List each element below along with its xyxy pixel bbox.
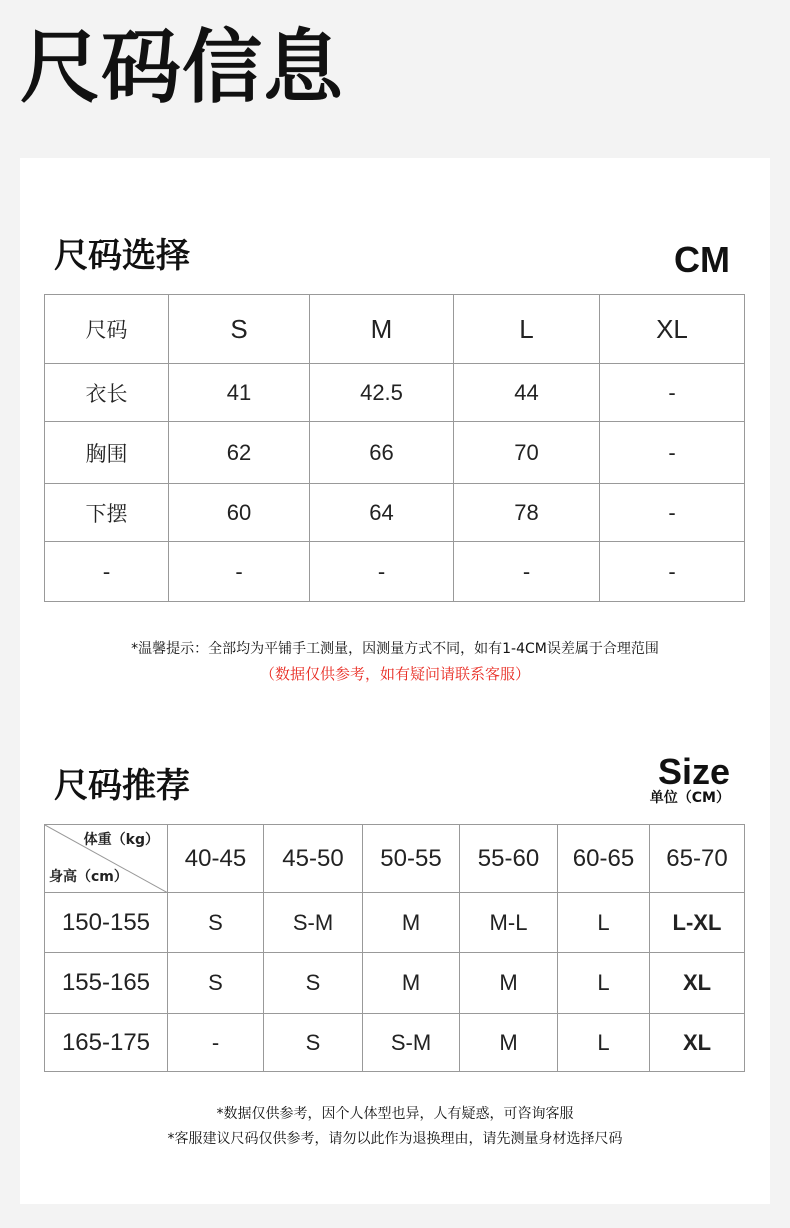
table-cell: -	[310, 542, 454, 602]
height-cell: 150-155	[45, 893, 168, 953]
recommend-table	[44, 824, 745, 1072]
recommend-unit: Size	[657, 751, 730, 792]
recommend-title: 尺码推荐	[54, 766, 190, 806]
table-cell: S-M	[363, 1014, 460, 1072]
weight-header-cell: 60-65	[558, 825, 650, 893]
table-cell: S-M	[264, 893, 363, 953]
size-chart-header-cell: XL	[600, 295, 745, 364]
size-chart-unit: CM	[674, 239, 730, 280]
table-cell: 62	[169, 422, 310, 484]
table-cell: -	[169, 542, 310, 602]
table-cell: M-L	[460, 893, 558, 953]
table-cell: 衣长	[45, 364, 169, 422]
table-cell: 66	[310, 422, 454, 484]
table-row	[45, 364, 745, 422]
table-cell: M	[460, 1014, 558, 1072]
size-chart-header-cell: 尺码	[45, 295, 169, 364]
size-chart-header-row	[45, 295, 745, 364]
table-cell: S	[168, 953, 264, 1014]
table-cell: 64	[310, 484, 454, 542]
table-cell: -	[600, 364, 745, 422]
table-row	[45, 953, 745, 1014]
size-chart-title: 尺码选择	[54, 236, 190, 276]
table-cell: S	[264, 1014, 363, 1072]
height-cell: 155-165	[45, 953, 168, 1014]
recommend-note: *数据仅供参考，因个人体型也异，人有疑惑，可咨询客服	[216, 1106, 574, 1122]
table-cell: S	[264, 953, 363, 1014]
table-cell: -	[600, 484, 745, 542]
table-row	[45, 422, 745, 484]
size-info-card	[20, 158, 770, 1204]
table-row	[45, 484, 745, 542]
table-cell: S	[168, 893, 264, 953]
weight-header-cell: 55-60	[460, 825, 558, 893]
table-cell: L	[558, 893, 650, 953]
table-cell: 60	[169, 484, 310, 542]
table-row	[45, 893, 745, 953]
table-cell: -	[600, 422, 745, 484]
size-chart-header-cell: M	[310, 295, 454, 364]
size-chart-header-cell: S	[169, 295, 310, 364]
table-cell: L-XL	[650, 893, 745, 953]
table-row	[45, 542, 745, 602]
table-cell: -	[454, 542, 600, 602]
weight-header-cell: 50-55	[363, 825, 460, 893]
table-cell: M	[460, 953, 558, 1014]
weight-label: 体重（kg）	[83, 832, 159, 848]
height-cell: 165-175	[45, 1014, 168, 1072]
page-title: 尺码信息	[20, 21, 344, 114]
table-cell: 胸围	[45, 422, 169, 484]
table-cell: -	[45, 542, 169, 602]
table-cell: -	[600, 542, 745, 602]
weight-header-cell: 40-45	[168, 825, 264, 893]
recommend-unit-sub: 单位（CM）	[649, 790, 730, 806]
weight-header-cell: 65-70	[650, 825, 745, 893]
recommend-note: *客服建议尺码仅供参考，请勿以此作为退换理由，请先测量身材选择尺码	[167, 1131, 623, 1147]
recommend-header-row	[45, 825, 745, 893]
measurement-note: *温馨提示：全部均为平铺手工测量，因测量方式不同，如有1-4CM误差属于合理范围	[131, 641, 659, 657]
table-cell: 44	[454, 364, 600, 422]
table-cell: L	[558, 953, 650, 1014]
size-chart-header-cell: L	[454, 295, 600, 364]
table-cell: M	[363, 953, 460, 1014]
reference-note: （数据仅供参考，如有疑问请联系客服）	[259, 665, 530, 683]
table-cell: 78	[454, 484, 600, 542]
table-cell: 41	[169, 364, 310, 422]
table-cell: XL	[650, 953, 745, 1014]
height-label: 身高（cm）	[49, 869, 128, 885]
table-cell: L	[558, 1014, 650, 1072]
size-chart-table	[44, 294, 745, 602]
table-cell: M	[363, 893, 460, 953]
table-cell: XL	[650, 1014, 745, 1072]
table-row	[45, 1014, 745, 1072]
weight-header-cell: 45-50	[264, 825, 363, 893]
table-cell: 42.5	[310, 364, 454, 422]
table-cell: -	[168, 1014, 264, 1072]
table-cell: 70	[454, 422, 600, 484]
corner-cell	[45, 825, 168, 893]
table-cell: 下摆	[45, 484, 169, 542]
